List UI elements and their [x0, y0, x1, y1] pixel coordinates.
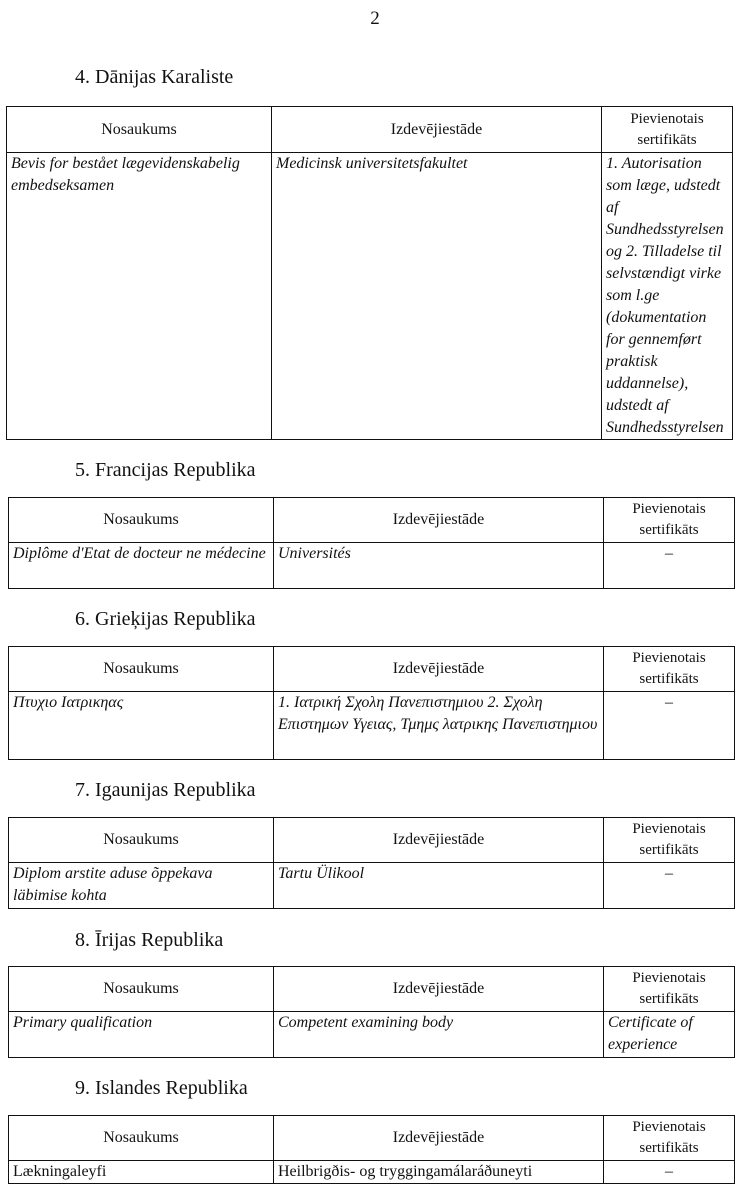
cell-issuer: Medicinsk universitetsfakultet: [272, 153, 602, 440]
cell-issuer: Competent examining body: [274, 1012, 604, 1058]
header-name: Nosaukums: [9, 1116, 274, 1161]
page-number: 2: [370, 8, 380, 29]
section-title-iceland: 9. Islandes Republika: [75, 1077, 248, 1099]
section-title-france: 5. Francijas Republika: [75, 459, 256, 481]
section-title-greece: 6. Grieķijas Republika: [75, 608, 256, 630]
cell-name: Diplom arstite aduse õppekava läbimise kohta: [9, 863, 274, 909]
header-issuer: Izdevējiestāde: [274, 1116, 604, 1161]
cell-certificate: 1. Autorisation som læge, udstedt af Sundhedsstyrelsen og 2. Tilladelse til selvstændigt virke som l.ge (dokumentation for gennemført praktisk uddannelse), udstedt af Sundhedsstyrelsen: [602, 153, 733, 440]
cell-name: Lækningaleyfi: [9, 1161, 274, 1184]
header-name: Nosaukums: [9, 967, 274, 1012]
header-name: Nosaukums: [9, 498, 274, 543]
cell-issuer: Universités: [274, 543, 604, 589]
table-iceland: [8, 1115, 735, 1184]
table-denmark: [6, 106, 733, 440]
header-certificate: Pievienotais sertifikāts: [604, 1116, 735, 1161]
header-issuer: Izdevējiestāde: [274, 967, 604, 1012]
header-certificate: Pievienotais sertifikāts: [604, 818, 735, 863]
header-name: Nosaukums: [7, 107, 272, 153]
cell-issuer: Tartu Ülikool: [274, 863, 604, 909]
table-france: [8, 497, 735, 589]
header-issuer: Izdevējiestāde: [274, 818, 604, 863]
header-certificate: Pievienotais sertifikāts: [604, 967, 735, 1012]
cell-name: Bevis for bestået lægevidenskabelig embedseksamen: [7, 153, 272, 440]
header-name: Nosaukums: [9, 647, 274, 692]
section-title-denmark: 4. Dānijas Karaliste: [75, 66, 234, 88]
cell-name: Πτυχιο Ιατρικηας: [9, 692, 274, 760]
cell-issuer: 1. Ιατρική Σχολη Πανεπιστημιου 2. Σχολη Επιστημων Υγειας, Τμημς λατρικης Πανεπιστημιου: [274, 692, 604, 760]
header-certificate: Pievienotais sertifikāts: [604, 647, 735, 692]
header-issuer: Izdevējiestāde: [272, 107, 602, 153]
section-title-ireland: 8. Īrijas Republika: [75, 929, 224, 951]
cell-certificate: –: [604, 692, 735, 760]
header-certificate: Pievienotais sertifikāts: [604, 498, 735, 543]
cell-issuer: Heilbrigðis- og tryggingamálaráðuneyti: [274, 1161, 604, 1184]
table-greece: [8, 646, 735, 760]
table-estonia: [8, 817, 735, 909]
cell-certificate: Certificate of experience: [604, 1012, 735, 1058]
table-ireland: [8, 966, 735, 1058]
cell-certificate: –: [604, 863, 735, 909]
header-issuer: Izdevējiestāde: [274, 498, 604, 543]
cell-certificate: –: [604, 543, 735, 589]
cell-certificate: –: [604, 1161, 735, 1184]
cell-name: Diplôme d'Etat de docteur ne médecine: [9, 543, 274, 589]
header-name: Nosaukums: [9, 818, 274, 863]
header-issuer: Izdevējiestāde: [274, 647, 604, 692]
cell-name: Primary qualification: [9, 1012, 274, 1058]
section-title-estonia: 7. Igaunijas Republika: [75, 779, 256, 801]
header-certificate: Pievienotais sertifikāts: [602, 107, 733, 153]
